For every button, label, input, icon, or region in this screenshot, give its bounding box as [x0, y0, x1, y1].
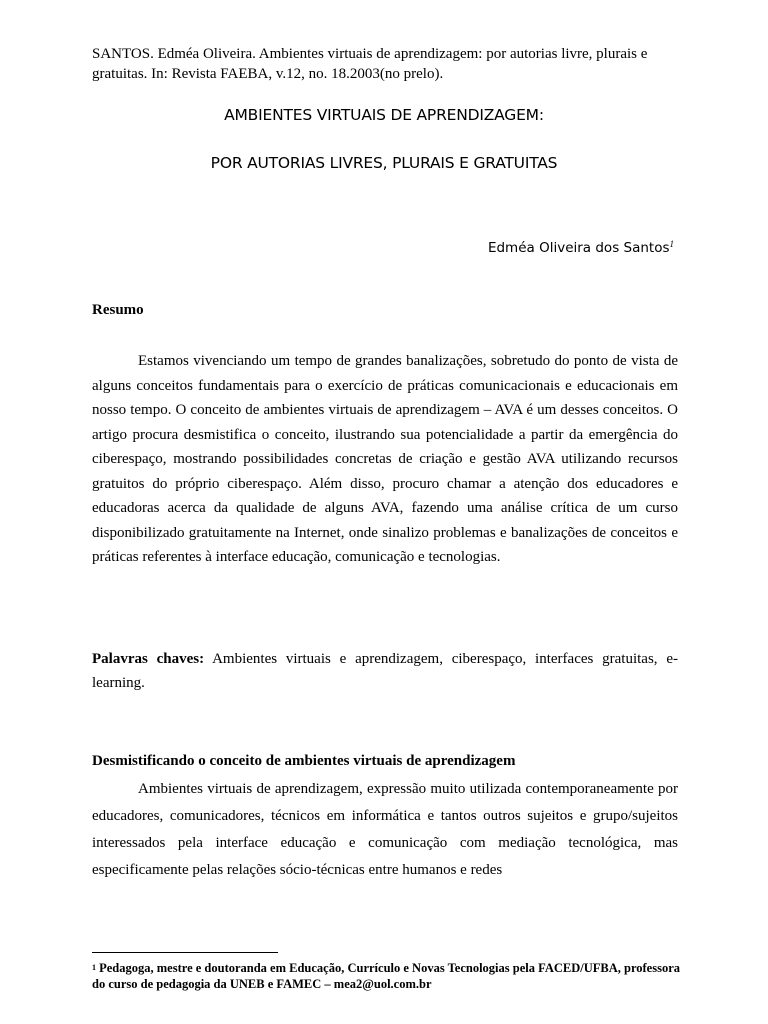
author-footnote-mark: 1 — [669, 239, 674, 249]
section-heading: Desmistificando o conceito de ambientes virtuais de aprendizagem — [92, 753, 516, 769]
footnote-text: Pedagoga, mestre e doutoranda em Educação, Currículo e Novas Tecnologias pela FACED/UFBA, professora do curso de pedagogia da UNEB e FAMEC – mea2@uol.com.br — [92, 961, 681, 991]
keywords-label: Palavras chaves: — [92, 651, 205, 667]
title-line-2: POR AUTORIAS LIVRES, PLURAIS E GRATUITAS — [210, 154, 558, 172]
author — [488, 240, 674, 256]
abstract-text: Estamos vivenciando um tempo de grandes banalizações, sobretudo do ponto de vista de alguns conceitos fundamentais para o exercício de práticas comunicacionais e educacionais em nosso tempo. O conceito de ambientes virtuais de aprendizagem – AVA é um desses conceitos. O artigo procura desmistifica o conceito, ilustrando sua potencialidade a partir da emergência do ciberespaço, mostrando possibilidades concretas de criação e gestão AVA utilizando recursos gratuitos do próprio ciberespaço. Além disso, procuro chamar a atenção dos educadores e educadoras acerca da qualidade de alguns AVA, fazendo uma análise crítica de um curso disponibilizado gratuitamente na Internet, onde sinalizo problemas e banalizações de conceitos e práticas referentes à interface educação, comunicação e tecnologias. — [92, 353, 678, 565]
abstract-heading: Resumo — [92, 302, 144, 318]
section-text: Ambientes virtuais de aprendizagem, expressão muito utilizada contemporaneamente por educadores, comunicadores, técnicos em informática e tantos outros sujeitos e grupo/sujeitos interessados pela interface educação e comunicação com mediação tecnológica, mas especificamente pelas relações sócio-técnicas entre humanos e redes — [92, 781, 678, 878]
keywords-text: Ambientes virtuais e aprendizagem, ciberespaço, interfaces gratuitas, e-learning. — [92, 651, 678, 691]
keywords — [92, 647, 678, 695]
footnote-mark: 1 — [92, 963, 96, 972]
footnote-divider — [92, 952, 278, 953]
citation: SANTOS. Edméa Oliveira. Ambientes virtuais de aprendizagem: por autorias livre, plurais e gratuitas. In: Revista FAEBA, v.12, no. 18.2003(no prelo). — [92, 46, 648, 82]
author-name: Edméa Oliveira dos Santos — [487, 240, 670, 256]
title-line-1: AMBIENTES VIRTUAIS DE APRENDIZAGEM: — [224, 106, 544, 124]
footnote — [92, 960, 692, 992]
